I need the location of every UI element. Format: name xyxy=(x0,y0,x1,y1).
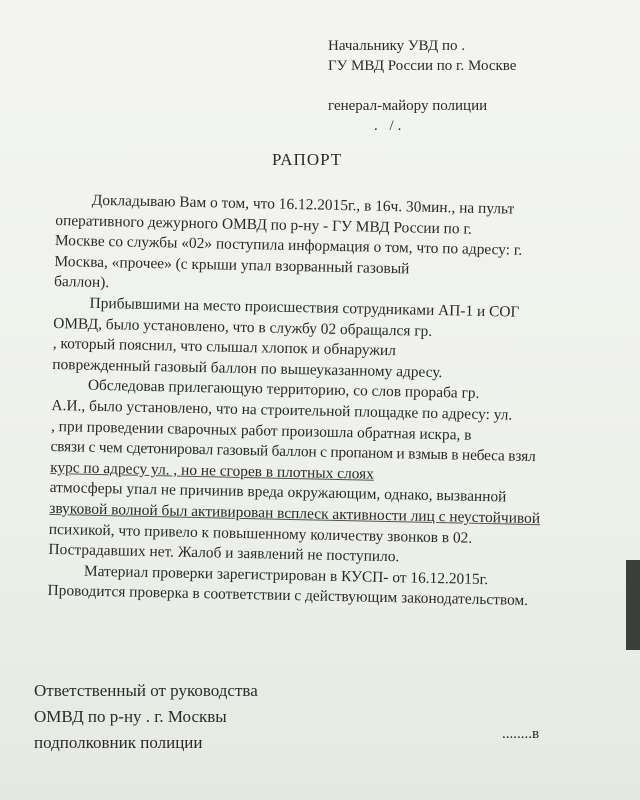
body-line: Москва, «прочее» (с крыши упал взорванный газовый xyxy=(54,252,410,278)
body-line: , который пояснил, что слышал хлопок и обнаружил xyxy=(52,335,397,360)
body-line: поврежденный газовый баллон по вышеуказанному адресу. xyxy=(52,355,443,381)
signatory-line-1: Ответственный от руководства xyxy=(34,681,258,700)
body-line: баллон). xyxy=(53,273,110,292)
signature-name: ........в xyxy=(502,726,540,742)
body-line: психикой, что привело к повышенному количеству звонков в 02. xyxy=(48,520,473,547)
body-line: Прибывшими на место происшествия сотрудниками АП-1 и СОГ xyxy=(89,294,520,321)
addressee-block xyxy=(328,36,628,136)
body-line: атмосферы упал не причинив вреда окружающим, однако, вызванной xyxy=(49,479,507,506)
addressee-line-2: ГУ МВД России по г. Москве xyxy=(328,58,517,74)
body-line: Пострадавших нет. Жалоб и заявлений не поступило. xyxy=(48,541,400,566)
body-line: Обследовав прилегающую территорию, со слов прораба гр. xyxy=(87,377,480,403)
addressee-line-1: Начальнику УВД по . xyxy=(328,38,465,54)
body-line: Материал проверки зарегистрирован в КУСП- от 16.12.2015г. xyxy=(83,562,489,588)
body-line: оперативного дежурного ОМВД по р-ну - ГУ МВД России по г. xyxy=(55,211,473,238)
body-line: Москве со службы «02» поступила информация о том, что по адресу: г. xyxy=(54,232,523,259)
body-line: связи с чем сдетонировал газовый баллон с пропаном и взмыв в небеса взял xyxy=(50,438,536,466)
signatory-line-3: подполковник полиции xyxy=(34,733,203,752)
report-body xyxy=(47,190,624,614)
body-line: звуковой волной был активирован всплеск активности лиц с неустойчивой xyxy=(49,499,541,528)
body-line: ОМВД, было установлено, что в службу 02 обращался гр. xyxy=(53,314,433,340)
addressee-line-4: . /. xyxy=(374,118,406,134)
document-title: РАПОРТ xyxy=(272,150,343,169)
addressee-line-3: генерал-майору полиции xyxy=(328,98,488,114)
scan-edge-shadow xyxy=(626,560,640,650)
body-line: А.И., было установлено, что на строительной площадке по адресу: ул. xyxy=(51,396,513,424)
signatory-line-2: ОМВД по р-ну . г. Москвы xyxy=(34,707,227,726)
signatory-block xyxy=(34,678,258,756)
body-line: курс по адресу ул. , но не сгорев в плотных слоях xyxy=(50,458,375,483)
body-line: , при проведении сварочных работ произошла обратная искра, в xyxy=(50,417,472,444)
body-line: Докладываю Вам о том, что 16.12.2015г., в 16ч. 30мин., на пульт xyxy=(91,191,515,218)
body-line: Проводится проверка в соответствии с действующим законодательством. xyxy=(47,582,529,610)
